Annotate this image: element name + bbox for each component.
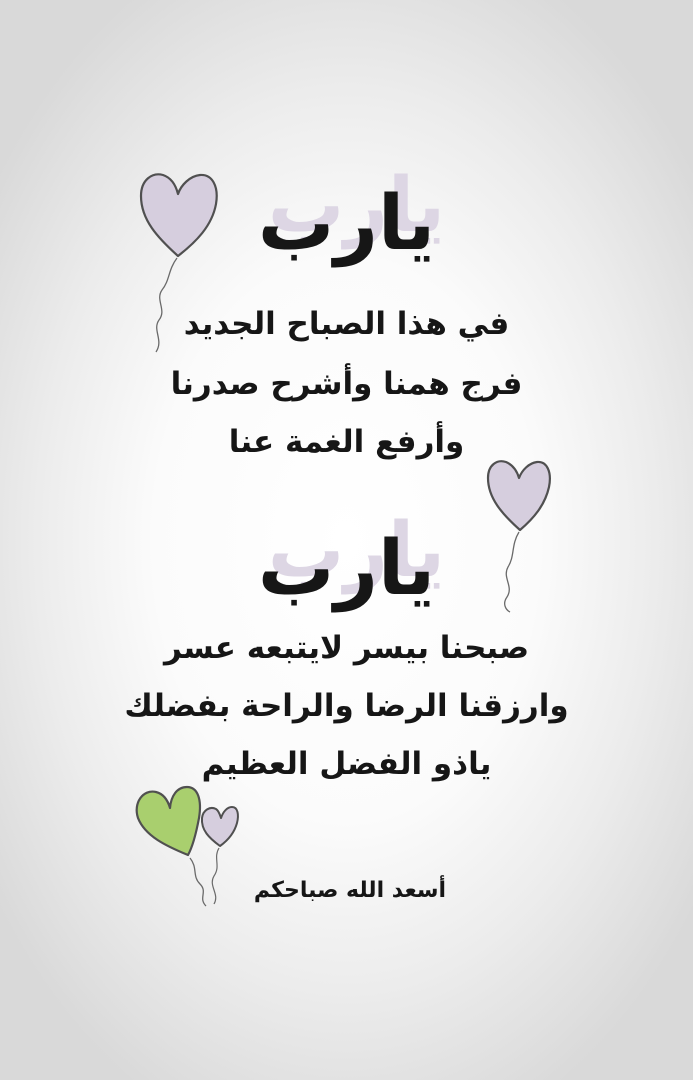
heading-1: يارب [257,178,436,267]
verse-line-4: صبحنا بيسر لايتبعه عسر [163,630,530,666]
closing-greeting: أسعد الله صباحكم [253,878,447,903]
verse-line-5: وارزقنا الرضا والراحة بفضلك [124,688,569,724]
verse-line-3: وأرفع الغمة عنا [228,424,465,460]
verse-line-6: ياذو الفضل العظيم [201,746,492,782]
verse-line-1: في هذا الصباح الجديد [183,306,510,342]
heading-2: يارب [257,523,436,612]
verse-line-2: فرج همنا وأشرح صدرنا [170,366,523,402]
heart-balloon-icon [202,807,238,904]
heart-balloon-icon [137,787,206,906]
